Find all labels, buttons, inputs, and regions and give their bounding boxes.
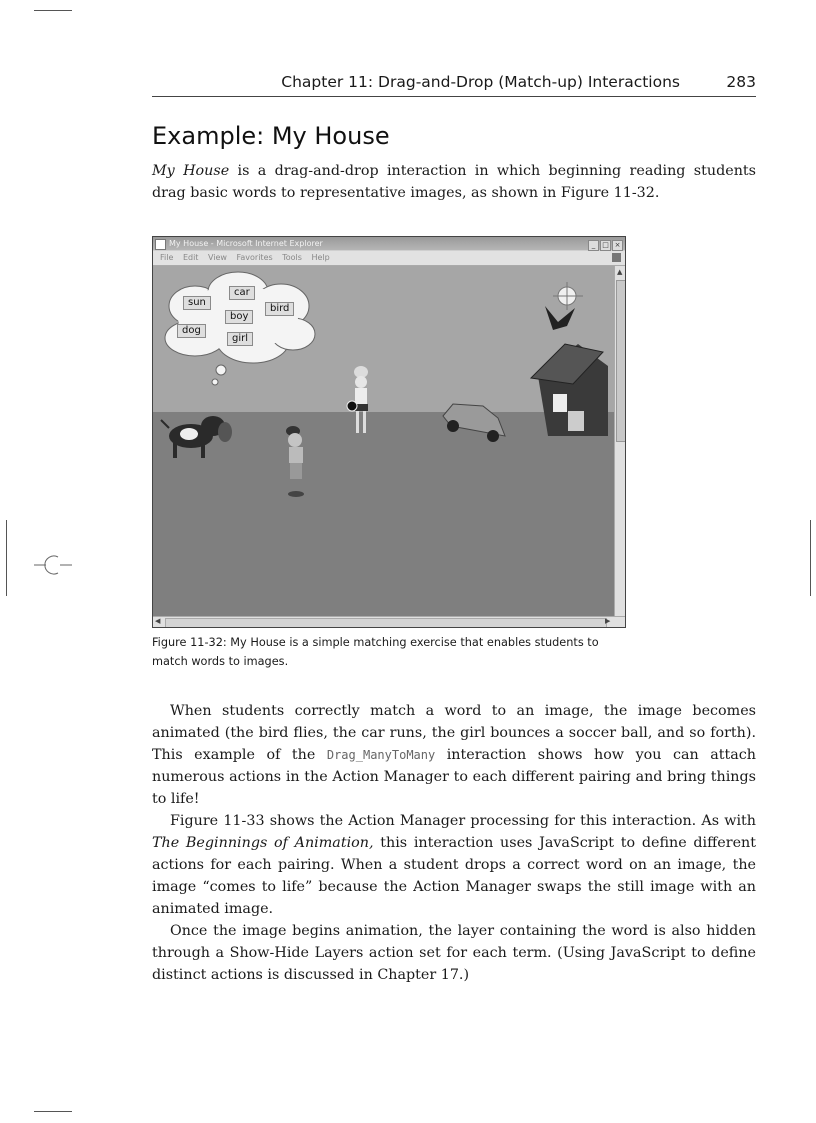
menu-edit[interactable]: Edit bbox=[182, 253, 199, 262]
house-image bbox=[531, 344, 608, 436]
windows-flag-icon bbox=[612, 253, 621, 262]
close-icon[interactable]: × bbox=[612, 240, 623, 251]
window-buttons bbox=[587, 238, 623, 251]
figure-caption: Figure 11-32: My House is a simple matching exercise that enables students to match words to images. bbox=[152, 636, 599, 668]
vertical-scroll-thumb[interactable] bbox=[616, 280, 626, 442]
paragraph-3: Once the image begins animation, the layer containing the word is also hidden through a Show-Hide Layers action set for each term. (Using JavaScript to define distinct actions is discussed in Chapter 17.) bbox=[152, 923, 756, 983]
menu-tools[interactable]: Tools bbox=[282, 253, 302, 262]
body-text bbox=[152, 700, 756, 986]
word-girl[interactable]: girl bbox=[227, 332, 253, 346]
word-dog[interactable]: dog bbox=[177, 324, 206, 338]
ie-icon bbox=[155, 239, 166, 250]
boy-image bbox=[286, 426, 304, 497]
intro-text: is a drag-and-drop interaction in which beginning reading students drag basic words to representative images, as shown in Figure 11-32. bbox=[152, 163, 756, 201]
paragraph-2: Figure 11-33 shows the Action Manager processing for this interaction. As with The Beginnings of Animation, this interaction uses JavaScript to define different actions for each pairing. When a student drops a correct word on an image, the image “comes to life” because the Action Manager swaps the still image with an animated image. bbox=[152, 813, 756, 917]
crop-mark-top-left bbox=[34, 10, 72, 11]
registration-mark bbox=[32, 550, 74, 580]
crop-mark-right-vertical bbox=[810, 520, 811, 596]
code-drag-many-to-many: Drag_ManyToMany bbox=[326, 748, 436, 762]
bird-image bbox=[545, 306, 575, 330]
crop-mark-bottom-left bbox=[34, 1111, 72, 1112]
crop-mark-left-vertical bbox=[6, 520, 7, 596]
chapter-title: Chapter 11: Drag-and-Drop (Match-up) Interactions bbox=[281, 73, 680, 91]
horizontal-scroll-thumb[interactable] bbox=[165, 618, 607, 628]
scroll-up-icon[interactable]: ▲ bbox=[617, 268, 623, 276]
word-car[interactable]: car bbox=[229, 286, 255, 300]
browser-titlebar bbox=[153, 237, 625, 250]
intro-paragraph bbox=[152, 160, 756, 204]
menu-help[interactable]: Help bbox=[311, 253, 330, 262]
menu-file[interactable]: File bbox=[160, 253, 174, 262]
maximize-icon[interactable]: □ bbox=[600, 240, 611, 251]
word-bird[interactable]: bird bbox=[265, 302, 294, 316]
sun-image bbox=[553, 282, 583, 310]
paragraph-1: When students correctly match a word to an image, the image becomes animated (the bird flies, the car runs, the girl bounces a soccer ball, and so forth). This example of the Drag_ManyToMany interaction shows how you can attach numerous actions in the Action Manager to each different pairing and bring things to life! bbox=[152, 703, 756, 807]
girl-image bbox=[347, 366, 368, 433]
intro-title-italic: My House bbox=[152, 163, 230, 179]
scroll-left-icon[interactable]: ◀ bbox=[155, 617, 161, 625]
car-image bbox=[443, 404, 505, 442]
running-header bbox=[152, 70, 756, 97]
scene-viewport bbox=[153, 266, 614, 616]
browser-menubar bbox=[153, 251, 625, 266]
section-title: Example: My House bbox=[152, 122, 390, 150]
figure-screenshot bbox=[152, 236, 626, 628]
scene-illustration bbox=[153, 266, 614, 616]
page-number: 283 bbox=[726, 73, 756, 91]
italic-reference: The Beginnings of Animation, bbox=[152, 835, 374, 851]
scroll-right-icon[interactable]: ▶ bbox=[605, 617, 611, 625]
menu-view[interactable]: View bbox=[207, 253, 227, 262]
dog-image bbox=[161, 416, 232, 458]
window-title: My House - Microsoft Internet Explorer bbox=[169, 239, 323, 248]
vertical-scrollbar[interactable] bbox=[614, 266, 626, 616]
horizontal-scrollbar[interactable] bbox=[153, 616, 625, 628]
minimize-icon[interactable]: _ bbox=[588, 240, 599, 251]
word-boy[interactable]: boy bbox=[225, 310, 253, 324]
menu-favorites[interactable]: Favorites bbox=[236, 253, 273, 262]
word-sun[interactable]: sun bbox=[183, 296, 211, 310]
